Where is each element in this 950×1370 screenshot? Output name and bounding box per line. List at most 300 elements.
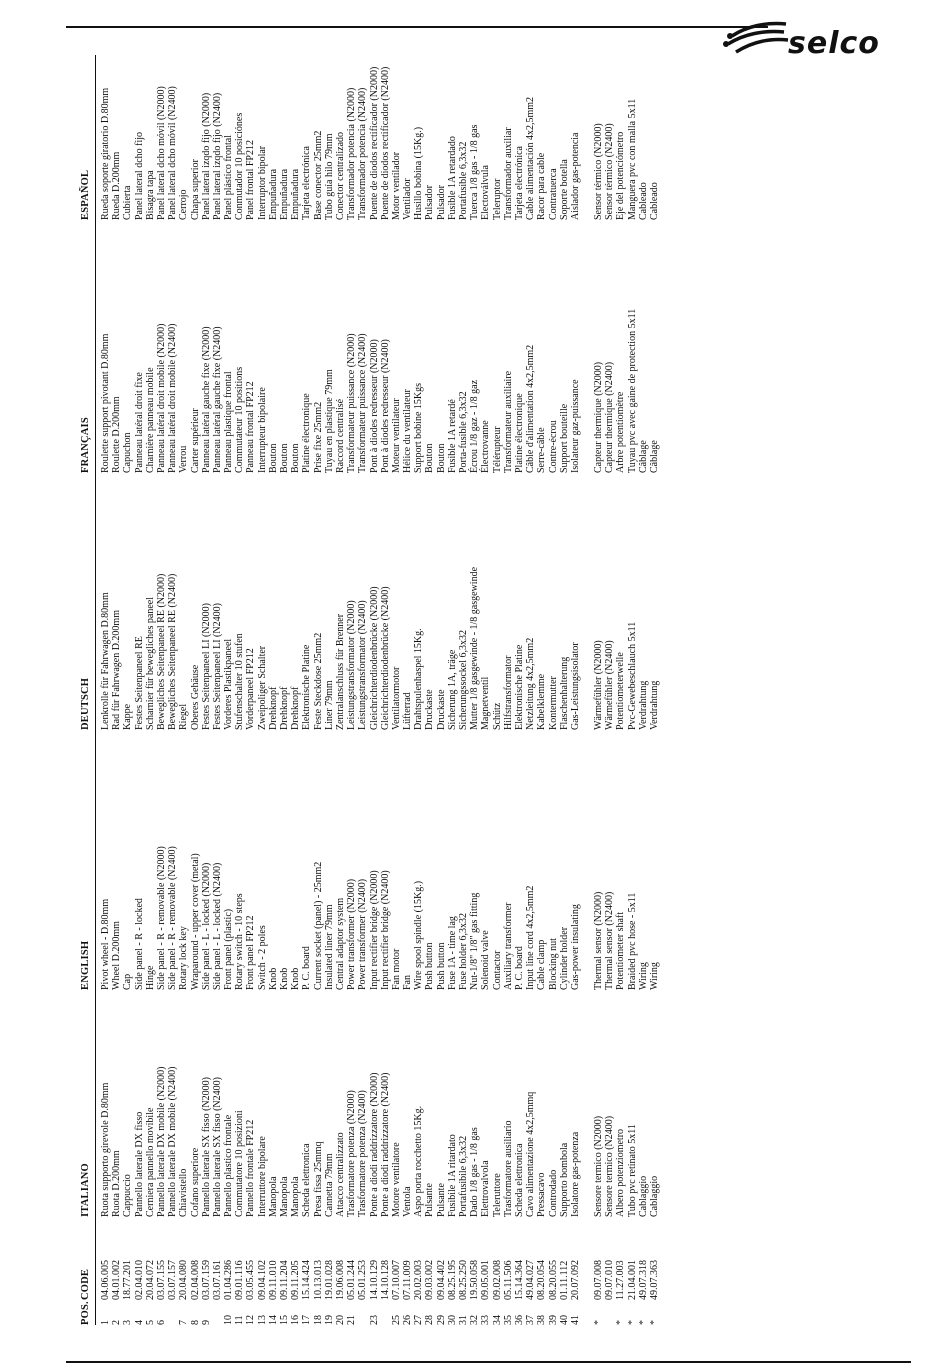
cell-fr: Pont à diodes redresseur (N2400) — [379, 339, 391, 473]
cell-de: Magnetventil — [480, 676, 492, 730]
cell-pos: * — [649, 1320, 660, 1325]
cell-pos: 2 — [111, 1320, 123, 1325]
cell-en: Fuse 1A - time lag — [446, 916, 458, 990]
cell-de: Drahtspulenhaspel 15Kg. — [413, 628, 425, 730]
cell-de: Bewegliches Seitenpaneel RE (N2000) — [155, 573, 167, 730]
cell-pos: 21 — [346, 1315, 358, 1325]
cell-en: Thermal sensor (N2000) — [593, 891, 605, 990]
cell-fr: Platine électronique — [301, 393, 313, 473]
cell-de: Oberes Gehäuse — [189, 664, 201, 730]
cell-code: 04.06.005 — [100, 1260, 111, 1300]
cell-fr: Panneau plastique frontal — [223, 371, 235, 473]
cell-de: Flaschenhalterung — [558, 656, 570, 730]
cell-pos: 39 — [547, 1315, 559, 1325]
cell-code: 07.10.007 — [390, 1260, 402, 1300]
cell-pos: 7 — [178, 1320, 190, 1325]
cell-fr: Roulette support pivotant D.80mm — [100, 333, 111, 473]
cell-en: Knob — [290, 967, 302, 990]
cell-it: Chiavistello — [178, 1168, 190, 1217]
cell-en: Wiring — [649, 962, 660, 990]
cell-code: 14.10.129 — [368, 1260, 380, 1300]
cell-en: Contactor — [491, 950, 503, 990]
cell-es: Cableado — [649, 182, 660, 220]
cell-es: Panel lateral izqdo fijo (N2000) — [200, 92, 212, 220]
cell-en: Gas-power insulating — [569, 904, 581, 990]
cell-es: Bisagra tapa — [144, 170, 156, 220]
cell-pos — [212, 1300, 223, 1325]
cell-en: Wiring — [637, 962, 649, 990]
cell-it: Ruota D.200mm — [111, 1150, 123, 1217]
cell-it: Pulsante — [435, 1183, 447, 1217]
cell-de: Drehknopf — [290, 686, 302, 730]
cell-it: Supporto bombola — [558, 1142, 570, 1217]
cell-code: 03.07.159 — [200, 1260, 212, 1300]
cell-de: Kappe — [122, 703, 134, 730]
cell-en: Wraparound - upper cover (metal) — [189, 853, 201, 990]
cell-it: Ponte a diodi raddrizzatore (N2400) — [379, 1072, 391, 1217]
cell-en: Front panel FP212 — [245, 915, 257, 990]
cell-code: 20.04.072 — [144, 1260, 156, 1300]
cell-code: 02.04.008 — [189, 1260, 201, 1300]
cell-fr: Capteur thermique (N2000) — [593, 361, 605, 473]
cell-pos — [357, 1300, 368, 1325]
cell-pos: 25 — [390, 1315, 402, 1325]
header-italiano: ITALIANO — [80, 1163, 91, 1217]
cell-pos: * — [626, 1320, 638, 1325]
cell-es: Sensor térmico (N2400) — [604, 123, 616, 220]
cell-pos — [380, 1300, 391, 1325]
cell-de: Pvc-Gewebeschlauch 5x11 — [626, 621, 638, 730]
cell-fr: Fusible 1A retardé — [446, 399, 458, 473]
cell-fr: Panneau latéral droit mobile (N2400) — [167, 323, 179, 473]
cell-it: Pannello frontale FP212 — [245, 1119, 257, 1217]
cell-code: 19.50.058 — [469, 1260, 481, 1300]
cell-de: Drehknopf — [267, 686, 279, 730]
cell-en: Cable clamp — [536, 939, 548, 990]
cell-de: Potentiometerwelle — [615, 652, 627, 730]
cell-code: 20.02.003 — [413, 1260, 425, 1300]
cell-fr: Tuyau pvc avec gaine de protection 5x11 — [626, 308, 638, 473]
cell-pos: 28 — [424, 1315, 436, 1325]
cell-de: Bewegliches Seitenpaneel RE (N2400) — [167, 573, 179, 730]
cell-pos: 29 — [435, 1315, 447, 1325]
column-english — [100, 785, 660, 990]
cell-pos: 15 — [279, 1315, 290, 1325]
cell-fr: Prise fixe 25mm2 — [312, 401, 324, 473]
cell-fr: Hélice du ventilateur — [402, 389, 414, 473]
cell-it: Cablaggio — [649, 1175, 660, 1217]
cell-pos: 36 — [513, 1315, 525, 1325]
cell-de: Drehknopf — [279, 686, 290, 730]
cell-en: Central adaptor system — [334, 897, 346, 990]
cell-en: Thermal sensor (N2400) — [604, 891, 616, 990]
cell-en: Switch - 2 poles — [256, 925, 268, 990]
cell-fr: Isolateur gaz-puissance — [569, 379, 581, 473]
cell-fr: Arbre potentiomètre — [615, 391, 627, 473]
cell-es: Electoválvula — [480, 165, 492, 220]
cell-en: Pivot wheel - D.80mm — [100, 898, 111, 990]
cell-de: Lenkrolle für Fahrwagen D.80mm — [100, 592, 111, 730]
section-gap — [581, 1300, 593, 1325]
cell-fr: Charnière panneau mobile — [144, 367, 156, 473]
cell-code: 20.07.092 — [569, 1260, 581, 1300]
cell-it: Presa fissa 25mmq — [312, 1141, 324, 1217]
cell-es: Racor para cable — [536, 152, 548, 220]
cell-pos: 27 — [413, 1315, 425, 1325]
cell-fr: Transformateur auxiliaire — [502, 370, 514, 473]
cell-pos: 23 — [368, 1315, 380, 1325]
cell-es: Transformador auxiliar — [502, 127, 514, 220]
cell-code: 49.07.318 — [637, 1260, 649, 1300]
cell-pos: 14 — [267, 1315, 279, 1325]
cell-de: Leistungstransformator (N2400) — [357, 600, 369, 730]
cell-code: 15.14.364 — [513, 1260, 525, 1300]
header-espanol: ESPAÑOL — [80, 169, 91, 220]
cell-code: 08.25.250 — [458, 1260, 469, 1300]
cell-pos: * — [593, 1320, 605, 1325]
cell-de: Vorderpaneel FP212 — [245, 648, 257, 730]
cell-it: Elettrovalvola — [480, 1160, 492, 1217]
cell-es: Panel lateral dcho móvil (N2000) — [155, 86, 167, 220]
cell-en: Knob — [279, 967, 290, 990]
cell-en: Wire spool spindle (15Kg.) — [413, 880, 425, 990]
cell-en: Push button — [424, 942, 436, 990]
cell-es: Puente de diodos rectificador (N2000) — [368, 66, 380, 220]
section-gap — [581, 1049, 593, 1217]
cell-fr: Tuyau en plastique 79mm — [323, 369, 335, 473]
cell-en: Front panel (plastic) — [223, 908, 235, 990]
cell-code: 03.07.157 — [167, 1260, 179, 1300]
cell-pos: 18 — [312, 1315, 324, 1325]
header-francais: FRANÇAIS — [80, 417, 91, 473]
cell-code: 49.04.027 — [525, 1260, 537, 1300]
cell-en: Solenoid valve — [480, 930, 492, 990]
cell-code: 01.11.112 — [558, 1260, 570, 1300]
cell-fr: Panneau latéral gauche fixe (N2000) — [200, 326, 212, 473]
cell-de: Lüfterrad — [402, 692, 414, 730]
cell-en: Side panel - R - locked — [133, 898, 145, 990]
column-deutsch — [100, 518, 660, 730]
cell-de: Sicherungssockel 6,3x32 — [458, 630, 469, 730]
cell-es: Eje del potenciómetro — [615, 131, 627, 220]
cell-fr: Transformateur puissance (N2000) — [346, 333, 358, 473]
cell-fr: Panneau latéral droit fixe — [133, 372, 145, 473]
cell-code: 49.07.363 — [649, 1260, 660, 1300]
cell-fr: Interrupteur bipolaire — [256, 387, 268, 473]
cell-it: Sensore termico (N2400) — [604, 1115, 616, 1217]
cell-fr: Bouton — [424, 443, 436, 473]
cell-pos — [604, 1300, 615, 1325]
cell-pos: 34 — [491, 1315, 503, 1325]
cell-de: Elektronische Platine — [301, 644, 313, 730]
cell-es: Ventilador — [402, 178, 414, 220]
cell-code: 04.01.002 — [111, 1260, 123, 1300]
cell-en: Side panel - L - locked (N2000) — [200, 862, 212, 990]
cell-fr: Contre-écrou — [547, 420, 559, 473]
cell-it: Manopola — [290, 1176, 302, 1217]
cell-es: Contratuerca — [547, 168, 559, 220]
cell-pos: 38 — [536, 1315, 548, 1325]
cell-es: Teleruptor — [491, 178, 503, 220]
cell-de: Liner 79mm — [323, 680, 335, 730]
cell-code: 14.10.128 — [379, 1260, 391, 1300]
cell-code: 18.77.201 — [122, 1260, 134, 1300]
cell-code: 08.20.054 — [536, 1260, 548, 1300]
cell-code: 03.07.161 — [211, 1260, 223, 1300]
cell-de: Sicherung 1A, träge — [446, 649, 458, 730]
cell-en: Rotary switch - 10 steps — [234, 893, 246, 990]
cell-en: Auxiliary transformer — [502, 902, 514, 990]
cell-fr: Électrovanne — [480, 420, 492, 473]
cell-es: Conector centralizado — [334, 131, 346, 220]
header-pos: POS. — [80, 1301, 91, 1325]
cell-code: 09.05.001 — [480, 1260, 492, 1300]
bottom-rule — [66, 1361, 911, 1363]
cell-fr: Transformateur puissance (N2400) — [357, 333, 369, 473]
cell-pos: 33 — [480, 1315, 492, 1325]
cell-fr: Raccord centralisé — [334, 398, 346, 473]
cell-code: 08.20.055 — [547, 1260, 559, 1300]
cell-code: 19.01.028 — [323, 1260, 335, 1300]
cell-code: 11.27.003 — [615, 1260, 627, 1300]
cell-es: Empuñadura — [290, 168, 302, 220]
cell-fr: Télérupteur — [491, 426, 503, 473]
cell-code: 05.01.253 — [357, 1260, 369, 1300]
cell-code: 09.03.002 — [424, 1260, 436, 1300]
cell-it: Portafusibile 6,3x32 — [458, 1135, 469, 1217]
cell-fr: Capuchon — [122, 432, 134, 473]
cell-it: Sensore termico (N2000) — [593, 1115, 605, 1217]
cell-de: Elektronische Platine — [513, 644, 525, 730]
cell-fr: Serre-câble — [536, 427, 548, 473]
cell-pos: 40 — [558, 1315, 570, 1325]
cell-it: Controdado — [547, 1169, 559, 1217]
cell-fr: Bouton — [279, 443, 290, 473]
cell-code: 08.25.195 — [446, 1260, 458, 1300]
cell-it: Pulsante — [424, 1183, 436, 1217]
cell-it: Cerniera pannello movibile — [144, 1107, 156, 1217]
cell-code: 09.04.402 — [435, 1260, 447, 1300]
cell-en: Blocking nut — [547, 938, 559, 990]
cell-it: Trasformatore ausiliario — [502, 1120, 514, 1217]
cell-code: 09.04.102 — [256, 1260, 268, 1300]
cell-es: Husillo bobina (15Kg.) — [413, 126, 425, 220]
cell-es: Cable alimentación 4x2,5mm2 — [525, 96, 537, 220]
cell-es: Panel lateral dcho fijo — [133, 131, 145, 220]
cell-de: Zentralanschluss für Brenner — [334, 613, 346, 730]
cell-de: Riegel — [178, 703, 190, 730]
cell-it: Cofano superiore — [189, 1147, 201, 1217]
cell-code: 05.01.244 — [346, 1260, 358, 1300]
cell-de: Stufenschalter 10 stufen — [234, 633, 246, 730]
cell-es: Soporte botella — [558, 159, 570, 220]
column-francais — [100, 258, 660, 473]
cell-fr: Support bobine 15Kgs — [413, 383, 425, 473]
cell-en: Potentiometer shaft — [615, 911, 627, 990]
cell-it: Commutatore 10 posizioni — [234, 1110, 246, 1217]
cell-it: Cannetta 79mm — [323, 1153, 335, 1217]
cell-de: Verdrahtung — [649, 680, 660, 730]
cell-en: Insulated liner 79mm — [323, 904, 335, 990]
cell-de: Leistungstransformator (N2000) — [346, 600, 358, 730]
cell-fr: Roulette D.200mm — [111, 396, 123, 473]
header-code: CODE — [80, 1268, 91, 1300]
cell-fr: Verrou — [178, 445, 190, 473]
cell-it: Manopola — [267, 1176, 279, 1217]
cell-it: Cablaggio — [637, 1175, 649, 1217]
cell-es: Cerrojo — [178, 189, 190, 220]
header-english: ENGLISH — [80, 940, 91, 990]
column-italiano — [100, 1049, 660, 1217]
column-espanol — [100, 55, 660, 220]
cell-it: Fusibile 1A ritardato — [446, 1134, 458, 1217]
cell-pos: 8 — [189, 1320, 201, 1325]
cell-it: Cappuccio — [122, 1174, 134, 1217]
cell-code: 09.02.008 — [491, 1260, 503, 1300]
cell-it: Scheda elettronica — [513, 1143, 525, 1217]
column-pos — [100, 1300, 660, 1325]
cell-it: Pannello laterale DX mobile (N2400) — [167, 1066, 179, 1217]
cell-code: 21.04.001 — [626, 1260, 638, 1300]
cell-code: 20.04.080 — [178, 1260, 190, 1300]
cell-de: Druckaste — [435, 689, 447, 730]
cell-de: Wärmefühler (N2400) — [604, 640, 616, 730]
cell-fr: Câblage — [649, 440, 660, 473]
cell-it: Teleruttore — [491, 1173, 503, 1217]
cell-en: Nut-1/8" 1/8" gas fitting — [469, 892, 481, 990]
cell-fr: Porta-fusible 6,3x32 — [458, 391, 469, 473]
cell-de: Druckaste — [424, 689, 436, 730]
cell-en: Input rectifier bridge (N2000) — [368, 870, 380, 990]
cell-es: Panel lateral dcho móvil (N2400) — [167, 86, 179, 220]
cell-it: Aspo porta rocchetto 15Kg. — [413, 1105, 425, 1217]
cell-it: Pannello laterale DX mobile (N2000) — [155, 1066, 167, 1217]
cell-it: Pannello laterale SX fisso (N2000) — [200, 1077, 212, 1217]
cell-es: Fusible 1A retardado — [446, 136, 458, 220]
cell-fr: Capteur thermique (N2400) — [604, 361, 616, 473]
cell-es: Cubierta — [122, 185, 134, 220]
cell-code: 10.13.013 — [312, 1260, 324, 1300]
cell-pos: * — [615, 1320, 627, 1325]
cell-en: Side panel - L - locked (N2400) — [211, 862, 223, 990]
cell-pos: 26 — [402, 1315, 414, 1325]
cell-pos: 30 — [446, 1315, 458, 1325]
cell-fr: Bouton — [435, 443, 447, 473]
cell-code: 19.06.008 — [334, 1260, 346, 1300]
cell-pos — [167, 1300, 178, 1325]
cell-de: Wärmefühler (N2000) — [593, 640, 605, 730]
cell-es: Rueda soporte giratorio D.80mm — [100, 87, 111, 220]
cell-en: Input rectifier bridge (N2400) — [379, 870, 391, 990]
cell-de: Festes Seitenpaneel LI (N2000) — [200, 603, 212, 730]
cell-code: 02.04.010 — [133, 1260, 145, 1300]
cell-fr: Carter supérieur — [189, 408, 201, 473]
cell-es: Empuñadura — [267, 168, 279, 220]
cell-pos: 6 — [155, 1320, 167, 1325]
cell-en: Current socket (panel) - 25mm2 — [312, 861, 324, 990]
cell-code: 03.05.455 — [245, 1260, 257, 1300]
cell-es: Tubo guía hilo 79mm — [323, 133, 335, 220]
cell-code: 09.11.205 — [290, 1260, 302, 1300]
cell-pos: 20 — [334, 1315, 346, 1325]
cell-es: Tarjeta electrónica — [513, 146, 525, 220]
cell-it: Trasformatore potenza (N2000) — [346, 1090, 358, 1217]
cell-de: Rad für Fahrwagen D.200mm — [111, 610, 123, 730]
cell-code: 09.07.008 — [593, 1260, 605, 1300]
cell-es: Motor ventilador — [390, 151, 402, 220]
cell-it: Albero potenziometro — [615, 1128, 627, 1217]
cell-es: Aislador gas-potencia — [569, 132, 581, 220]
cell-es: Panel plástico frontal — [223, 135, 235, 220]
cell-pos: 9 — [200, 1320, 212, 1325]
cell-es: Base conector 25mm2 — [312, 130, 324, 220]
cell-fr: Platine électronique — [513, 393, 525, 473]
cell-de: Schütz — [491, 702, 503, 730]
cell-it: Ventola — [402, 1186, 414, 1217]
cell-pos: 13 — [256, 1315, 268, 1325]
header-rule — [95, 55, 96, 1325]
cell-en: Input line cord 4x2,5mm2 — [525, 885, 537, 990]
cell-pos: 35 — [502, 1315, 514, 1325]
cell-pos: 12 — [245, 1315, 257, 1325]
cell-en: Fan — [402, 975, 414, 990]
cell-es: Cableado — [637, 182, 649, 220]
cell-fr: Panneau frontal FP212 — [245, 381, 257, 473]
cell-en: Cap — [122, 973, 134, 990]
cell-it: Manopola — [279, 1176, 290, 1217]
cell-code: 15.14.424 — [301, 1260, 313, 1300]
cell-it: Scheda elettronica — [301, 1143, 313, 1217]
cell-es: Pulsador — [435, 185, 447, 220]
cell-de: Mutter 1/8 gasgewinde - 1/8 gasgewinde — [469, 566, 481, 730]
cell-de: Netzleitung 4x2,5mm2 — [525, 637, 537, 730]
cell-code: 07.11.009 — [402, 1260, 414, 1300]
cell-it: Cavo alimentazione 4x2,5mmq — [525, 1091, 537, 1217]
cell-es: Transformador potencia (N2000) — [346, 87, 358, 220]
cell-it: Pannello laterale DX fisso — [133, 1111, 145, 1217]
cell-es: Empuñadura — [279, 168, 290, 220]
cell-de: Feste Steckdose 25mm2 — [312, 632, 324, 730]
cell-es: Portafusible 6,3x32 — [458, 141, 469, 220]
cell-en: P. C. board — [301, 946, 313, 990]
cell-de: Gleichrichterdiodenbrücke (N2000) — [368, 586, 380, 730]
cell-code: 09.11.010 — [267, 1260, 279, 1300]
cell-pos: 41 — [569, 1315, 581, 1325]
cell-pos: 3 — [122, 1320, 134, 1325]
cell-fr: Bouton — [290, 443, 302, 473]
cell-en: Hinge — [144, 965, 156, 990]
cell-pos: * — [637, 1320, 649, 1325]
cell-it: Trasformatore potenza (N2400) — [357, 1090, 369, 1217]
cell-it: Pannello plastico frontale — [223, 1114, 235, 1217]
cell-es: Transformador potencia (N2400) — [357, 87, 369, 220]
cell-en: Fuse holder 6,3x32 — [458, 913, 469, 990]
cell-fr: Pont à diodes redresseur (N2000) — [368, 339, 380, 473]
section-gap — [581, 1217, 593, 1300]
cell-it: Ponte a diodi raddrizzatore (N2000) — [368, 1072, 380, 1217]
cell-es: Sensor térmico (N2000) — [593, 123, 605, 220]
cell-en: Knob — [267, 967, 279, 990]
cell-fr: Bouton — [267, 443, 279, 473]
cell-fr: Panneau latéral gauche fixe (N2400) — [211, 326, 223, 473]
cell-en: Braided pvc hose - 5x11 — [626, 892, 638, 990]
cell-pos: 19 — [323, 1315, 335, 1325]
cell-es: Pulsador — [424, 185, 436, 220]
cell-es: Panel lateral izqdo fijo (N2400) — [211, 92, 223, 220]
cell-de: Festes Seitenpaneel RE — [133, 636, 145, 730]
cell-it: Dado 1/8 gas - 1/8 gas — [469, 1127, 481, 1217]
cell-fr: Moteur ventilateur — [390, 398, 402, 473]
